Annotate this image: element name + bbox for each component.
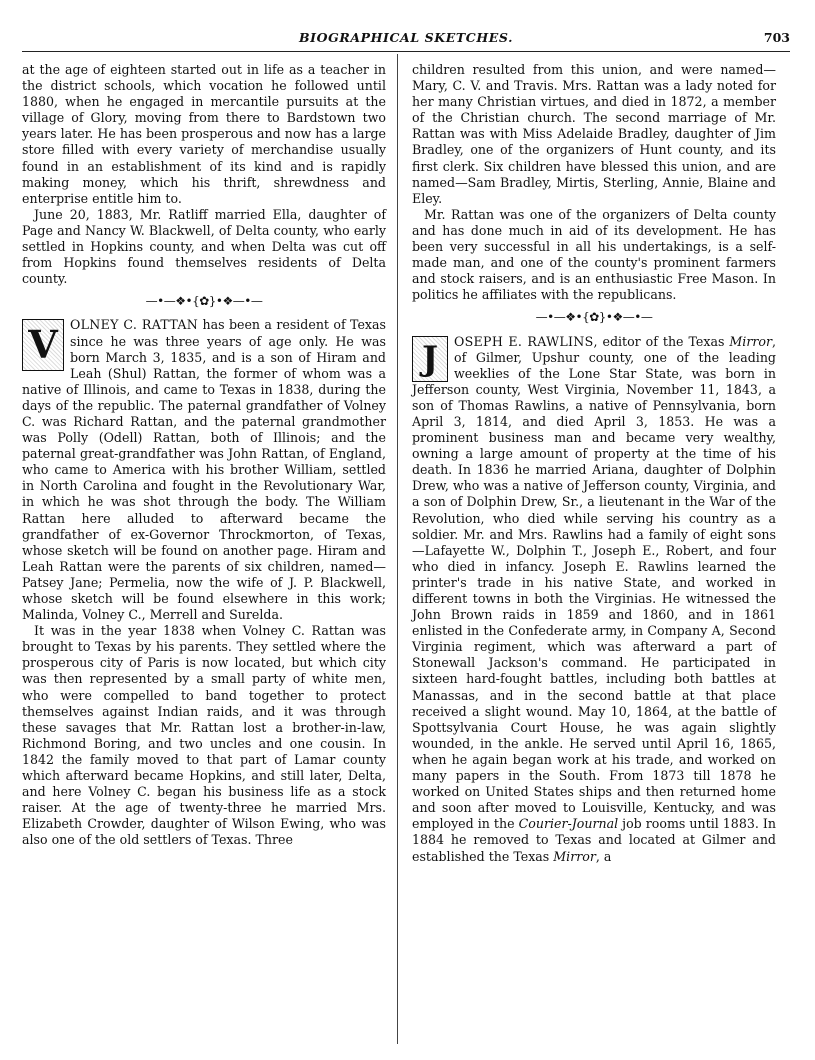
running-title: BIOGRAPHICAL SKETCHES. — [298, 30, 514, 45]
entry-text: job rooms until 1883. In 1884 he removed to Texas and located at Gilmer and established the Texas — [412, 816, 776, 864]
entry-volney-rattan — [22, 317, 386, 623]
dropcap-initial: V — [22, 319, 64, 371]
page-number: 703 — [763, 30, 790, 45]
entry-text: , of Gilmer, Upshur county, one of the leading weeklies of the Lone Star State, was born in Jefferson county, West Virginia, November 11, 1843, a son of Thomas Rawlins, a native of Pennsylvania, born April 3, 1814, and died April 3, 1853. He was a prominent business man and became very wealthy, owning a large amount of property at the time of his death. In 1836 he married Ariana, daughter of Dolphin Drew, who was a native of Jefferson county, Virginia, and a son of Dolphin Drew, Sr., a lieutenant in the War of the Revolution, who died while serving his country as a soldier. Mr. and Mrs. Rawlins had a family of eight sons—Lafayette W., Dolphin T., Joseph E., Robert, and four who died in infancy. Joseph E. Rawlins learned the printer's trade in his native State, and worked in different towns in both the Virginias. He witnessed the John Brown raids in 1859 and 1860, and in 1861 enlisted in the Confederate army, in Company A, Second Virginia regiment, which was afterward a part of Stonewall Jackson's command. He participated in sixteen hard-fought battles, including both battles at Manassas, and in the second battle at that place received a slight wound. May 10, 1864, at the battle of Spottsylvania Court House, he was again slightly wounded, in the ankle. He served until April 16, 1865, when he again began work at his trade, and worked on many papers in the South. From 1873 till 1878 he worked on United States ships and then returned home and soon after moved to Louisville, Kentucky, and was employed in the — [412, 333, 776, 832]
right-column — [412, 62, 776, 865]
section-ornament: —•—❖•{✿}•❖—•— — [145, 294, 263, 309]
entry-name: OLNEY C. RATTAN — [70, 317, 199, 333]
newspaper-title: Courier-Journal — [518, 816, 619, 832]
entry-text: has been a resident of Texas since he was three years of age only. He was born March 3, 1835, and is a son of Hiram and Leah (Shul) Rattan, the former of whom was a native of Illinois, and came to Texas in 1838, during the days of the republic. The paternal grandfather of Volney C. was Richard Rattan, and the paternal grandmother was Polly (Odell) Rattan, both of Illinois; and the paternal great-grandfather was John Rattan, of England, who came to America with his brother William, settled in North Carolina and fought in the Revolutionary War, in which he was shot through the body. The William Rattan here alluded to afterward became the grandfather of ex-Governor Throckmorton, of Texas, whose sketch will be found on another page. Hiram and Leah Rattan were the parents of six children, named—Patsey Jane; Permelia, now the wife of J. P. Blackwell, whose sketch will be found elsewhere in this work; Malinda, Volney C., Merrell and Surelda. — [22, 317, 386, 623]
newspaper-title: Mirror — [553, 848, 596, 864]
paragraph-rattan-texas: It was in the year 1838 when Volney C. Rattan was brought to Texas by his parents. They settled where the prosperous city of Paris is now located, but which city was then represented by a small party of white men, who were compelled to band together to protect themselves against Indian raids, and it was through these savages that Mr. Rattan lost a brother-in-law, Richmond Boring, and two uncles and one cousin. In 1842 the family moved to that part of Lamar county which afterward became Hopkins, and still later, Delta, and here Volney C. began his business life as a stock raiser. At the age of twenty-three he married Mrs. Elizabeth Crowder, daughter of Wilson Ewing, who was also one of the old settlers of Texas. Three — [22, 623, 386, 848]
paragraph-rattan-delta: Mr. Rattan was one of the organizers of Delta county and has done much in aid of its development. He has been very successful in all his undertakings, is a self-made man, and one of the county's prominent farmers and stock raisers, and is an enthusiastic Free Mason. In politics he affiliates with the republicans. — [412, 206, 776, 303]
paragraph-ratliff-marriage: June 20, 1883, Mr. Ratliff married Ella, daughter of Page and Nancy W. Blackwell, of Delta county, who early settled in Hopkins county, and when Delta was cut off from Hopkins found themselves residents of Delta county. — [22, 206, 386, 287]
header-rule — [22, 51, 790, 52]
entry-name: OSEPH E. RAWLINS — [454, 333, 594, 349]
page-header — [22, 30, 790, 50]
entry-joseph-rawlins — [412, 334, 776, 865]
paragraph-ratliff-continued: at the age of eighteen started out in life as a teacher in the district schools, which vocation he followed until 1880, when he engaged in mercantile pursuits at the village of Glory, moving from there to Bardstown two years later. He has been prosperous and now has a large store filled with every variety of merchandise usually found in an establishment of its kind and is rapidly making money, which his thrift, shrewdness and enterprise entitle him to. — [22, 62, 386, 206]
left-column — [22, 62, 386, 849]
dropcap-initial: J — [412, 336, 448, 382]
column-divider — [397, 54, 398, 1044]
newspaper-title: Mirror — [729, 333, 772, 349]
paragraph-rattan-children: children resulted from this union, and were named—Mary, C. V. and Travis. Mrs. Rattan was a lady noted for her many Christian virtues, and died in 1872, a member of the Christian church. The second marriage of Mr. Rattan was with Miss Adelaide Bradley, daughter of Jim Bradley, one of the organizers of Hunt county, and its first clerk. Six children have blessed this union, and are named—Sam Bradley, Mirtis, Sterling, Annie, Blaine and Eley. — [412, 62, 776, 206]
section-ornament: —•—❖•{✿}•❖—•— — [535, 310, 653, 325]
entry-text: , editor of the Texas — [593, 333, 730, 349]
entry-text: , a — [595, 848, 612, 864]
